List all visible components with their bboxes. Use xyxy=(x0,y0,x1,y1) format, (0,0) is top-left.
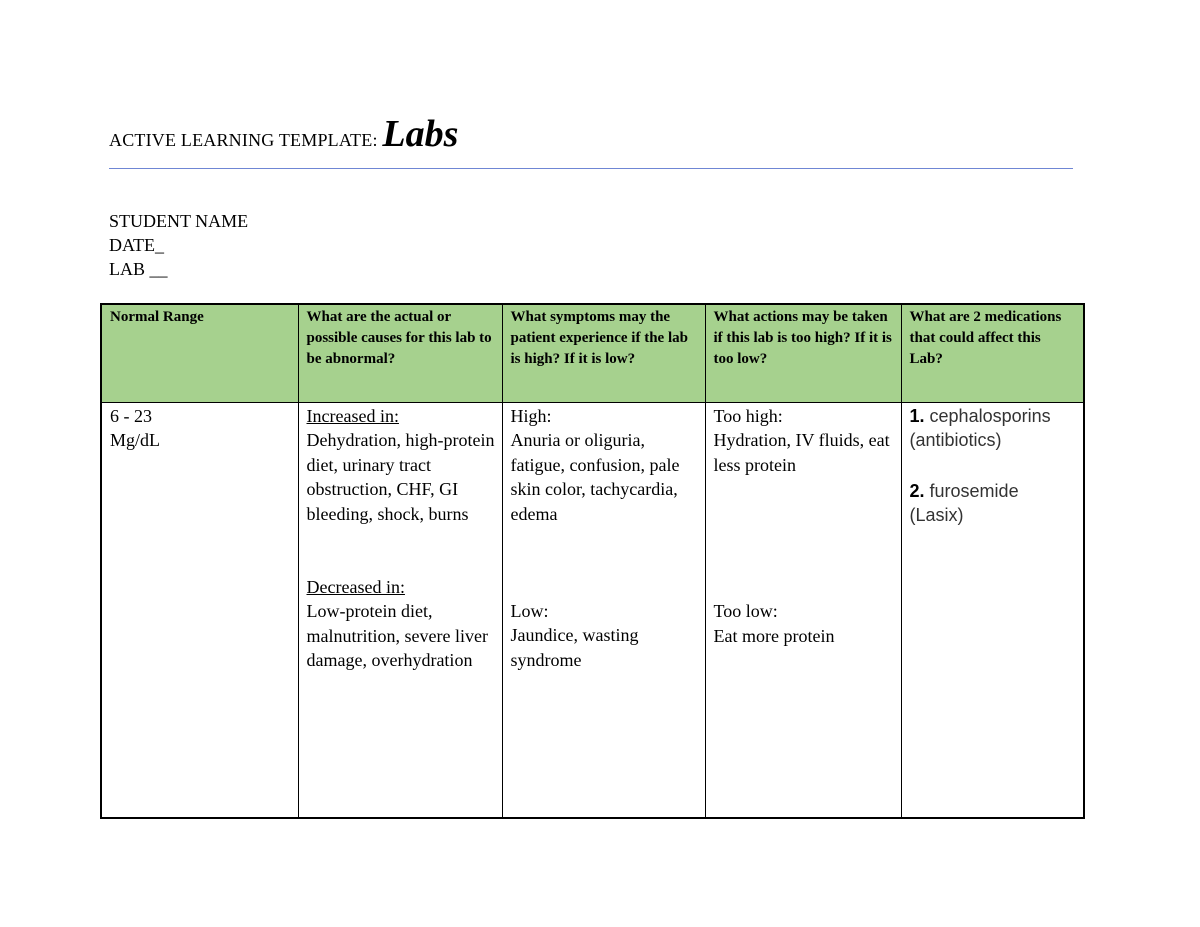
medications-cell xyxy=(901,403,1084,819)
actions-low-text: Eat more protein xyxy=(713,625,835,646)
table-header-row xyxy=(101,304,1084,403)
template-header xyxy=(109,112,458,156)
decreased-text: Low-protein diet, malnutrition, severe liver damage, overhydration xyxy=(306,601,488,671)
normal-range-unit: Mg/dL xyxy=(110,430,161,451)
date-label: DATE_ xyxy=(109,235,164,255)
header-symptoms: What symptoms may the patient experience if the lab is high? If it is low? xyxy=(502,304,705,403)
header-causes: What are the actual or possible causes for this lab to be abnormal? xyxy=(298,304,502,403)
template-prefix: ACTIVE LEARNING TEMPLATE: xyxy=(109,130,383,150)
table-row xyxy=(101,403,1084,819)
medication-text: furosemide (Lasix) xyxy=(909,480,1019,526)
medication-number: 1. xyxy=(909,406,925,426)
actions-high-text: Hydration, IV fluids, eat less protein xyxy=(713,430,890,475)
medication-item xyxy=(910,404,1077,453)
actions-high-label: Too high: xyxy=(713,406,783,426)
medication-text: cephalosporins (antibiotics) xyxy=(909,406,1051,451)
increased-text: Dehydration, high-protein diet, urinary tract obstruction, CHF, GI bleeding, shock, burns xyxy=(306,430,495,524)
actions-cell xyxy=(705,403,901,819)
header-actions: What actions may be taken if this lab is too high? If it is too low? xyxy=(705,304,901,403)
actions-low-label: Too low: xyxy=(713,601,778,622)
normal-range-value: 6 - 23 xyxy=(110,406,152,426)
causes-cell xyxy=(298,403,502,819)
student-name-label: STUDENT NAME xyxy=(109,211,249,231)
symptoms-high-text: Anuria or oliguria, fatigue, confusion, pale skin color, tachycardia, edema xyxy=(510,430,680,524)
symptoms-high-label: High: xyxy=(510,406,552,426)
symptoms-low-label: Low: xyxy=(510,601,549,622)
template-title: Labs xyxy=(382,113,459,155)
normal-range-cell xyxy=(101,403,298,819)
decreased-label: Decreased in: xyxy=(306,577,405,598)
student-info xyxy=(109,209,248,281)
medication-item xyxy=(910,479,1077,528)
symptoms-low-text: Jaundice, wasting syndrome xyxy=(510,625,639,670)
header-normal-range: Normal Range xyxy=(101,304,298,403)
header-medications: What are 2 medications that could affect this Lab? xyxy=(901,304,1084,403)
header-divider xyxy=(109,168,1073,169)
medication-number: 2. xyxy=(909,480,925,501)
symptoms-cell xyxy=(502,403,705,819)
lab-label: LAB __ xyxy=(109,259,168,279)
labs-table xyxy=(100,303,1085,819)
increased-label: Increased in: xyxy=(306,406,399,426)
